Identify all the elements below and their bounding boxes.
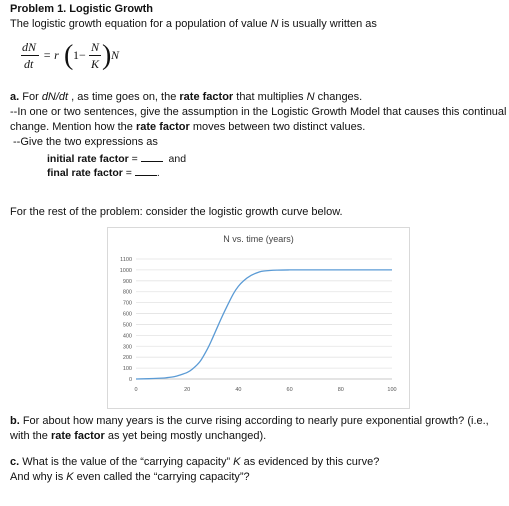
- logistic-chart: [107, 227, 410, 409]
- y-tick-label: 800: [122, 289, 132, 296]
- eq-fraction-bar: [21, 55, 39, 56]
- y-tick-label: 1000: [119, 267, 132, 274]
- x-tick-label: 80: [337, 387, 344, 393]
- y-tick-label: 1100: [120, 257, 132, 263]
- y-tick-label: 900: [122, 278, 132, 285]
- chart-title: N vs. time (years): [223, 234, 294, 244]
- eq-K: K: [91, 57, 100, 71]
- chart-plot: [108, 228, 409, 408]
- eq-trailing-N: N: [111, 48, 120, 62]
- part-b-line-1: b. For about how many years is the curve rising according to nearly pure exponential growth? (i.e.,: [10, 415, 489, 427]
- logistic-equation: [20, 38, 140, 80]
- intro-text: The logistic growth equation for a population of value N is usually written as: [10, 18, 377, 30]
- part-c-line-1: c. What is the value of the “carrying capacity” K as evidenced by this curve?: [10, 456, 380, 468]
- part-a-line-1: a. For dN/dt , as time goes on, the rate factor that multiplies N changes.: [10, 91, 363, 103]
- y-tick-label: 300: [122, 344, 132, 351]
- x-tick-label: 20: [184, 387, 191, 393]
- initial-rate-blank: [141, 151, 163, 162]
- y-tick-label: 0: [128, 377, 132, 383]
- eq-dt: dt: [24, 57, 34, 71]
- initial-rate-factor-line: initial rate factor = and: [47, 153, 187, 165]
- x-tick-label: 100: [387, 387, 397, 393]
- eq-left-paren: (: [64, 40, 74, 71]
- y-tick-label: 200: [122, 355, 132, 362]
- rest-of-problem-text: For the rest of the problem: consider the logistic growth curve below.: [10, 206, 343, 218]
- eq-dN: dN: [22, 40, 37, 54]
- part-a-line-4: --Give the two expressions as: [13, 136, 158, 148]
- y-tick-label: 400: [122, 333, 132, 340]
- y-tick-label: 500: [122, 322, 132, 329]
- eq-equals-r: = r: [43, 48, 59, 62]
- part-a-line-2: --In one or two sentences, give the assumption in the Logistic Growth Model that causes this continual: [10, 106, 507, 118]
- y-tick-label: 100: [122, 366, 132, 373]
- x-tick-label: 60: [286, 387, 293, 393]
- part-c-line-2: And why is K even called the “carrying capacity”?: [10, 471, 250, 483]
- x-tick-label: 0: [134, 387, 138, 393]
- eq-one-minus: 1−: [73, 48, 86, 62]
- part-b-line-2: with the rate factor as yet being mostly unchanged).: [10, 430, 267, 442]
- y-tick-label: 600: [122, 311, 132, 318]
- eq-fraction-bar-2: [89, 55, 101, 56]
- eq-right-paren: ): [102, 40, 112, 71]
- part-a-line-3: change. Mention how the rate factor moves between two distinct values.: [10, 121, 366, 133]
- x-tick-label: 40: [235, 387, 242, 393]
- final-rate-factor-line: final rate factor = .: [47, 167, 160, 179]
- y-tick-label: 700: [122, 300, 132, 307]
- eq-N: N: [91, 40, 100, 54]
- problem-title: Problem 1. Logistic Growth: [10, 3, 154, 15]
- final-rate-blank: [135, 165, 157, 176]
